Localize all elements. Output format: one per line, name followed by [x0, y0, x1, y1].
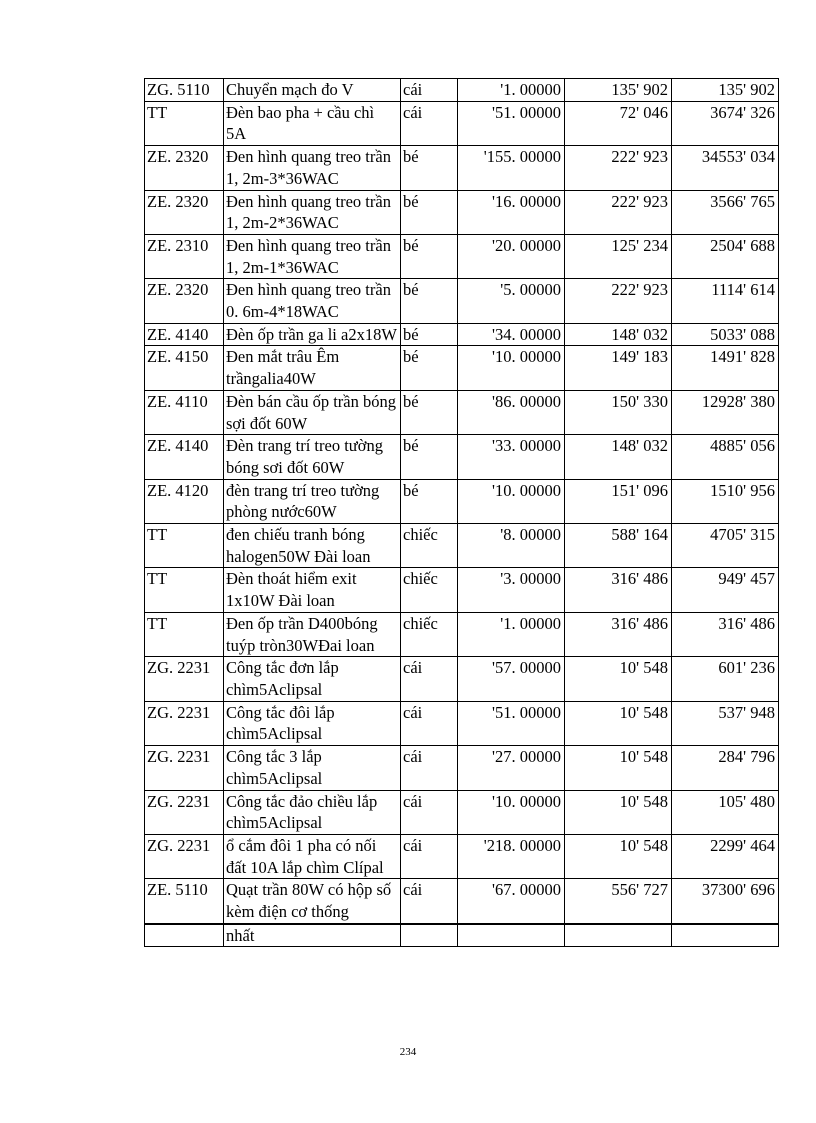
table-row: [145, 279, 779, 323]
cell-unit-price: 588' 164: [565, 524, 672, 568]
table-row: [145, 879, 779, 924]
table-row-continuation: [145, 924, 779, 947]
cell-unit-price: 148' 032: [565, 435, 672, 479]
cell-name: nhất: [224, 924, 401, 947]
cell-unit-price: 10' 548: [565, 834, 672, 878]
cell-unit-price: 222' 923: [565, 146, 672, 190]
table-row: [145, 479, 779, 523]
cell-unit: bé: [401, 479, 458, 523]
cell-quantity: [458, 924, 565, 947]
cell-name: Đen mắt trâu Êm trầngalia40W: [224, 346, 401, 390]
cell-unit-price: 151' 096: [565, 479, 672, 523]
table-row: [145, 79, 779, 102]
cell-code: TT: [145, 101, 224, 145]
cell-total: 949' 457: [672, 568, 779, 612]
cell-code: [145, 924, 224, 947]
cell-code: ZE. 5110: [145, 879, 224, 924]
cell-quantity: '10. 00000: [458, 346, 565, 390]
cell-quantity: '16. 00000: [458, 190, 565, 234]
table-row: [145, 834, 779, 878]
cell-quantity: '1. 00000: [458, 612, 565, 656]
cell-unit: cái: [401, 701, 458, 745]
cell-name: Đen hình quang treo trần 1, 2m-2*36WAC: [224, 190, 401, 234]
cell-unit: cái: [401, 79, 458, 102]
cell-total: 316' 486: [672, 612, 779, 656]
cell-quantity: '34. 00000: [458, 323, 565, 346]
cell-unit-price: 125' 234: [565, 234, 672, 278]
cell-total: 1491' 828: [672, 346, 779, 390]
cell-code: ZE. 2320: [145, 146, 224, 190]
table-row: [145, 190, 779, 234]
cell-unit: cái: [401, 834, 458, 878]
cell-quantity: '3. 00000: [458, 568, 565, 612]
cell-total: 12928' 380: [672, 390, 779, 434]
cell-unit: cái: [401, 790, 458, 834]
cell-unit: bé: [401, 279, 458, 323]
cell-unit-price: 316' 486: [565, 568, 672, 612]
cell-unit-price: 10' 548: [565, 746, 672, 790]
cell-name: Đen hình quang treo trần 1, 2m-1*36WAC: [224, 234, 401, 278]
cell-name: Đen hình quang treo trần 1, 2m-3*36WAC: [224, 146, 401, 190]
cell-name: Công tắc đơn lắp chìm5Aclipsal: [224, 657, 401, 701]
cell-total: 284' 796: [672, 746, 779, 790]
cell-quantity: '1. 00000: [458, 79, 565, 102]
cell-unit: [401, 924, 458, 947]
cell-total: 1510' 956: [672, 479, 779, 523]
cell-quantity: '86. 00000: [458, 390, 565, 434]
cell-unit-price: 10' 548: [565, 701, 672, 745]
cell-code: TT: [145, 524, 224, 568]
table-row: [145, 390, 779, 434]
cell-name: Đen ốp trần D400bóng tuýp tròn30WĐai loan: [224, 612, 401, 656]
cell-code: ZE. 4140: [145, 323, 224, 346]
cell-name: ổ cắm đôi 1 pha có nối đất 10A lắp chìm Clípal: [224, 834, 401, 878]
cell-unit-price: 222' 923: [565, 190, 672, 234]
cell-name: Đèn bao pha + cầu chì 5A: [224, 101, 401, 145]
cell-total: [672, 924, 779, 947]
cell-unit-price: 556' 727: [565, 879, 672, 924]
cell-quantity: '57. 00000: [458, 657, 565, 701]
cell-unit-price: 148' 032: [565, 323, 672, 346]
cell-unit: bé: [401, 323, 458, 346]
cell-quantity: '20. 00000: [458, 234, 565, 278]
cell-unit-price: 10' 548: [565, 790, 672, 834]
cell-quantity: '51. 00000: [458, 701, 565, 745]
table-row: [145, 524, 779, 568]
cell-code: ZE. 4120: [145, 479, 224, 523]
cell-code: ZE. 4110: [145, 390, 224, 434]
cell-total: 105' 480: [672, 790, 779, 834]
cell-quantity: '5. 00000: [458, 279, 565, 323]
cell-name: Chuyển mạch đo V: [224, 79, 401, 102]
price-table-body: [145, 79, 779, 924]
cell-code: ZE. 2320: [145, 190, 224, 234]
cell-unit: bé: [401, 346, 458, 390]
cell-total: 135' 902: [672, 79, 779, 102]
cell-quantity: '10. 00000: [458, 479, 565, 523]
table-row: [145, 346, 779, 390]
cell-unit: bé: [401, 146, 458, 190]
table-row: [145, 323, 779, 346]
table-row: [145, 790, 779, 834]
price-table: [144, 78, 779, 947]
cell-total: 4705' 315: [672, 524, 779, 568]
cell-unit-price: 149' 183: [565, 346, 672, 390]
cell-total: 4885' 056: [672, 435, 779, 479]
cell-quantity: '10. 00000: [458, 790, 565, 834]
cell-code: ZG. 2231: [145, 834, 224, 878]
cell-name: đèn trang trí treo tường phòng nước60W: [224, 479, 401, 523]
table-row: [145, 146, 779, 190]
cell-unit: cái: [401, 879, 458, 924]
cell-code: ZG. 2231: [145, 657, 224, 701]
cell-total: 5033' 088: [672, 323, 779, 346]
cell-unit: cái: [401, 746, 458, 790]
cell-unit: chiếc: [401, 524, 458, 568]
cell-code: ZG. 5110: [145, 79, 224, 102]
cell-name: Công tắc đảo chiều lắp chìm5Aclipsal: [224, 790, 401, 834]
cell-unit: cái: [401, 101, 458, 145]
cell-code: ZG. 2231: [145, 701, 224, 745]
price-table-container: [144, 78, 778, 947]
table-row: [145, 101, 779, 145]
cell-unit-price: 150' 330: [565, 390, 672, 434]
cell-total: 601' 236: [672, 657, 779, 701]
cell-name: đen chiếu tranh bóng halogen50W Đài loan: [224, 524, 401, 568]
cell-total: 1114' 614: [672, 279, 779, 323]
cell-total: 37300' 696: [672, 879, 779, 924]
cell-code: TT: [145, 568, 224, 612]
cell-name: Đèn ốp trần ga li a2x18W: [224, 323, 401, 346]
cell-unit: cái: [401, 657, 458, 701]
cell-unit-price: 10' 548: [565, 657, 672, 701]
cell-total: 2504' 688: [672, 234, 779, 278]
cell-unit: bé: [401, 435, 458, 479]
cell-unit: bé: [401, 390, 458, 434]
cell-code: ZE. 4150: [145, 346, 224, 390]
cell-unit-price: [565, 924, 672, 947]
cell-name: Công tắc đôi lắp chìm5Aclipsal: [224, 701, 401, 745]
cell-quantity: '8. 00000: [458, 524, 565, 568]
cell-quantity: '33. 00000: [458, 435, 565, 479]
cell-unit: chiếc: [401, 568, 458, 612]
table-row: [145, 701, 779, 745]
cell-unit-price: 135' 902: [565, 79, 672, 102]
cell-total: 34553' 034: [672, 146, 779, 190]
cell-unit-price: 72' 046: [565, 101, 672, 145]
cell-unit: chiếc: [401, 612, 458, 656]
cell-quantity: '51. 00000: [458, 101, 565, 145]
cell-name: Đen hình quang treo trần 0. 6m-4*18WAC: [224, 279, 401, 323]
cell-name: Công tắc 3 lắp chìm5Aclipsal: [224, 746, 401, 790]
cell-quantity: '67. 00000: [458, 879, 565, 924]
cell-total: 3674' 326: [672, 101, 779, 145]
cell-code: ZE. 2310: [145, 234, 224, 278]
table-row: [145, 234, 779, 278]
cell-code: ZE. 4140: [145, 435, 224, 479]
table-row: [145, 657, 779, 701]
cell-name: Đèn bán cầu ốp trần bóng sợi đốt 60W: [224, 390, 401, 434]
table-row: [145, 568, 779, 612]
cell-unit: bé: [401, 234, 458, 278]
cell-code: ZE. 2320: [145, 279, 224, 323]
cell-code: TT: [145, 612, 224, 656]
cell-name: Đèn trang trí treo tường bóng sơi đốt 60W: [224, 435, 401, 479]
cell-total: 3566' 765: [672, 190, 779, 234]
cell-quantity: '27. 00000: [458, 746, 565, 790]
cell-name: Đèn thoát hiểm exit 1x10W Đài loan: [224, 568, 401, 612]
cell-name: Quạt trần 80W có hộp số kèm điện cơ thống: [224, 879, 401, 924]
table-row: [145, 612, 779, 656]
cell-quantity: '155. 00000: [458, 146, 565, 190]
cell-total: 2299' 464: [672, 834, 779, 878]
cell-code: ZG. 2231: [145, 746, 224, 790]
cell-unit-price: 222' 923: [565, 279, 672, 323]
cell-quantity: '218. 00000: [458, 834, 565, 878]
table-row: [145, 746, 779, 790]
cell-code: ZG. 2231: [145, 790, 224, 834]
table-row: [145, 435, 779, 479]
page-number: 234: [399, 1046, 417, 1058]
cell-unit-price: 316' 486: [565, 612, 672, 656]
cell-unit: bé: [401, 190, 458, 234]
cell-total: 537' 948: [672, 701, 779, 745]
